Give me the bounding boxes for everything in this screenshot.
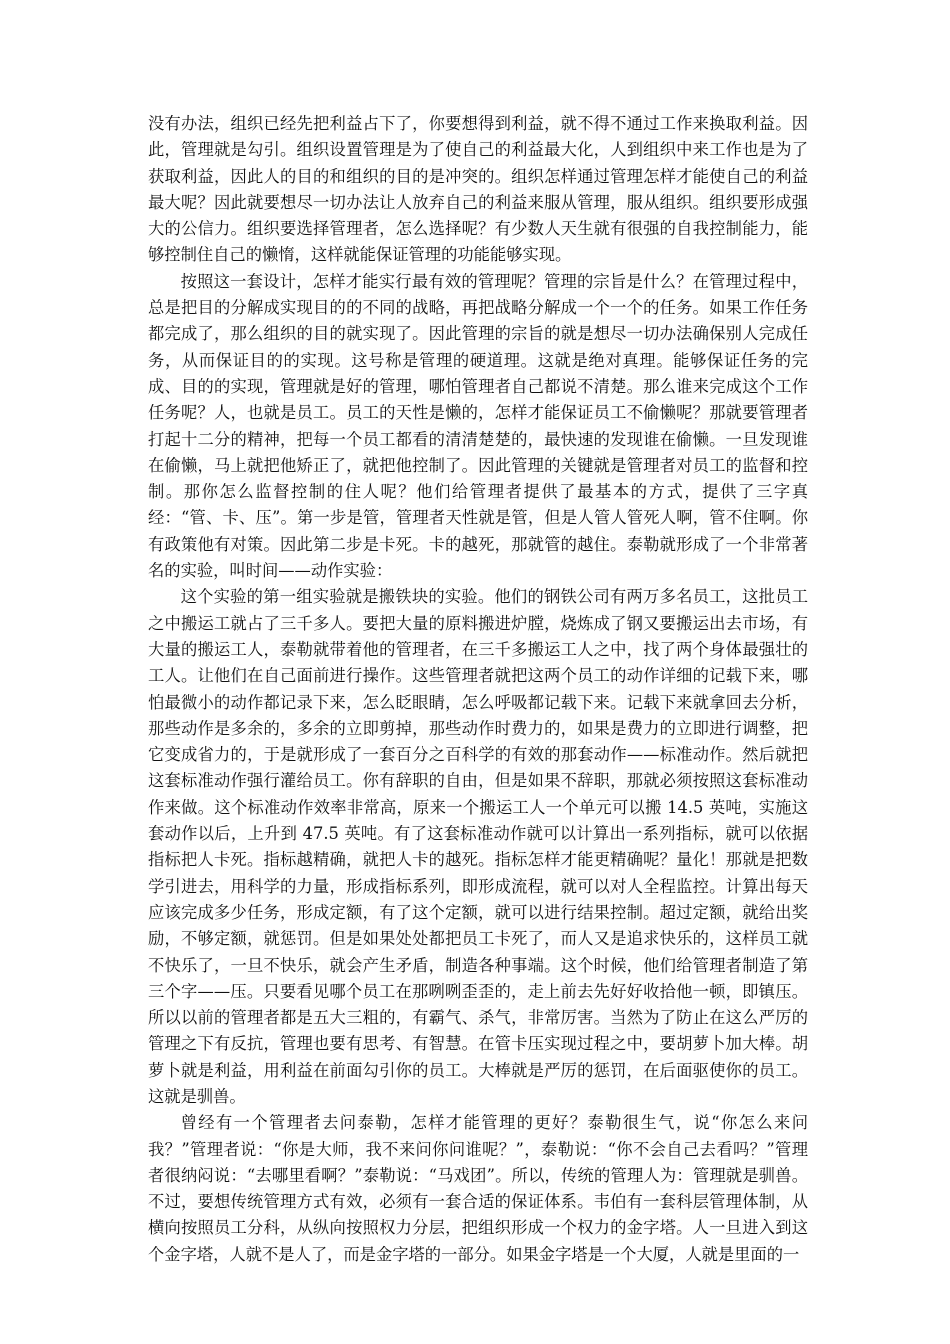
- document-body: [148, 111, 808, 1268]
- paragraph-1: 没有办法，组织已经先把利益占下了，你要想得到利益，就不得不通过工作来换取利益。因此，管理就是勾引。组织设置管理是为了使自己的利益最大化，人到组织中来工作也是为了获取利益，因此人的目的和组织的目的是冲突的。组织怎样通过管理怎样才能使自己的利益最大呢？因此就要想尽一切办法让人放弃自己的利益来服从管理，服从组织。组织要形成强大的公信力。组织要选择管理者，怎么选择呢？有少数人天生就有很强的自我控制能力，能够控制住自己的懒惰，这样就能保证管理的功能能够实现。: [148, 114, 808, 265]
- paragraph-4: 曾经有一个管理者去问泰勒，怎样才能管理的更好？泰勒很生气，说“你怎么来问我？”管理者说：“你是大师，我不来问你问谁呢？”，泰勒说：“你不会自己去看吗？”管理者很纳闷说：“去哪里看啊？”泰勒说：“马戏团”。所以，传统的管理人为：管理就是驯兽。不过，要想传统管理方式有效，必须有一套合适的保证体系。韦伯有一套科层管理体制，从横向按照员工分科，从纵向按照权力分层，把组织形成一个权力的金字塔。人一旦进入到这个金字塔，人就不是人了，而是金字塔的一部分。如果金字塔是一个大厦，人就是里面的一: [148, 1113, 808, 1264]
- paragraph-2: 按照这一套设计，怎样才能实行最有效的管理呢？管理的宗旨是什么？在管理过程中，总是把目的分解成实现目的的不同的战略，再把战略分解成一个一个的任务。如果工作任务都完成了，那么组织的目的就实现了。因此管理的宗旨的就是想尽一切办法确保别人完成任务，从而保证目的的实现。这号称是管理的硬道理。这就是绝对真理。能够保证任务的完成、目的的实现，管理就是好的管理，哪怕管理者自己都说不清楚。那么谁来完成这个工作任务呢？人，也就是员工。员工的天性是懒的，怎样才能保证员工不偷懒呢？那就要管理者打起十二分的精神，把每一个员工都看的清清楚楚的，最快速的发现谁在偷懒。一旦发现谁在偷懒，马上就把他矫正了，就把他控制了。因此管理的关键就是管理者对员工的监督和控制。那你怎么监督控制的住人呢？他们给管理者提供了最基本的方式，提供了三字真经：“管、卡、压”。第一步是管，管理者天性就是管，但是人管人管死人啊，管不住啊。你有政策他有对策。因此第二步是卡死。卡的越死，那就管的越住。泰勒就形成了一个非常著名的实验，叫时间——动作实验：: [148, 271, 808, 581]
- paragraph-3: 这个实验的第一组实验就是搬铁块的实验。他们的钢铁公司有两万多名员工，这批员工之中搬运工就占了三千多人。要把大量的原料搬进炉膛，烧炼成了钢又要搬运出去市场，有大量的搬运工人，泰勒就带着他的管理者，在三千多搬运工人之中，找了两个身体最强壮的工人。让他们在自己面前进行操作。这些管理者就把这两个员工的动作详细的记载下来，哪怕最微小的动作都记录下来，怎么眨眼睛，怎么呼吸都记载下来。记载下来就拿回去分析，那些动作是多余的，多余的立即剪掉，那些动作时费力的，如果是费力的立即进行调整，把它变成省力的，于是就形成了一套百分之百科学的有效的那套动作——标准动作。然后就把这套标准动作强行灌给员工。你有辞职的自由，但是如果不辞职，那就必须按照这套标准动作来做。这个标准动作效率非常高，原来一个搬运工人一个单元可以搬 14.5 英吨，实施这套动作以后，上升到 47.5 英吨。有了这套标准动作就可以计算出一系列指标，就可以依据指标把人卡死。指标越精确，就把人卡的越死。指标怎样才能更精确呢？量化！那就是把数学引进去，用科学的力量，形成指标系列，即形成流程，就可以对人全程监控。计算出每天应该完成多少任务，形成定额，有了这个定额，就可以进行结果控制。超过定额，就给出奖励，不够定额，就惩罚。但是如果处处都把员工卡死了，而人又是追求快乐的，这样员工就不快乐了，一旦不快乐，就会产生矛盾，制造各种事端。这个时候，他们给管理者制造了第三个字——压。只要看见哪个员工在那咧咧歪歪的，走上前去先好好收拾他一顿，即镇压。所以以前的管理者都是五大三粗的，有霸气、杀气，非常厉害。当然为了防止在这么严厉的管理之下有反抗，管理也要有思考、有智慧。在管卡压实现过程之中，要胡萝卜加大棒。胡萝卜就是利益，用利益在前面勾引你的员工。大棒就是严厉的惩罚，在后面驱使你的员工。这就是驯兽。: [148, 587, 808, 1106]
